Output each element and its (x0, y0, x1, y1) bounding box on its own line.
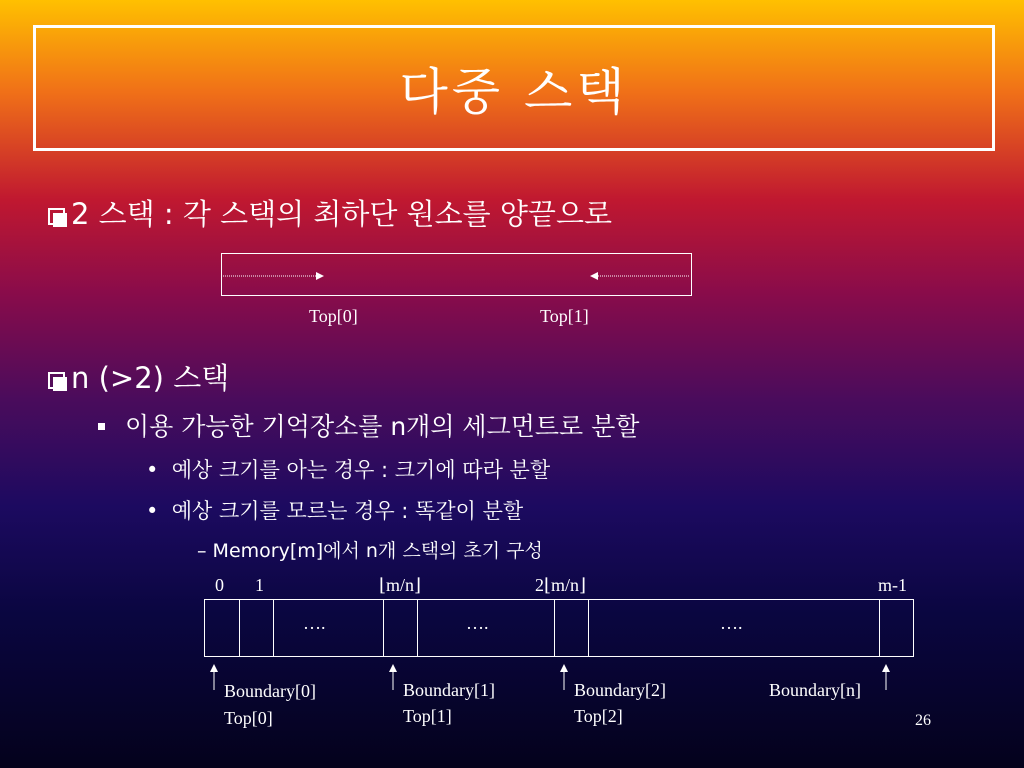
dash-bullet-icon: – (197, 540, 207, 562)
dot-bullet-icon: • (146, 458, 159, 482)
top0-label: Top[0] (309, 306, 358, 326)
section1-heading: 2 스택 : 각 스택의 최하단 원소를 양끝으로 (71, 197, 612, 231)
index-label-m-over-n: ⌊m/n⌋ (379, 575, 422, 595)
index-label-1: 1 (255, 575, 264, 595)
section2-heading: n (>2) 스택 (71, 361, 230, 395)
top-0-label: Top[0] (224, 708, 273, 728)
segment-ellipsis: …. (466, 613, 489, 633)
sub-bullet-1: 이용 가능한 기억장소를 n개의 세그먼트로 분할 (125, 412, 640, 441)
sub-bullet-1-1: 예상 크기를 아는 경우 : 크기에 따라 분할 (171, 458, 551, 482)
boundary-1-label: Boundary[1] (403, 680, 495, 700)
segment-ellipsis: …. (303, 613, 326, 633)
page-number: 26 (915, 712, 931, 729)
boundary-arrowhead-1 (389, 664, 397, 672)
index-label-m-1: m-1 (878, 575, 907, 595)
boundary-arrowhead-2 (560, 664, 568, 672)
sub-bullet-1-2-1: Memory[m]에서 n개 스택의 초기 구성 (212, 540, 543, 562)
boundary-0-label: Boundary[0] (224, 681, 316, 701)
sub-bullet-1-2: 예상 크기를 모르는 경우 : 똑같이 분할 (171, 499, 524, 523)
top-1-label: Top[1] (403, 706, 452, 726)
boundary-arrowhead-n (882, 664, 890, 672)
boundary-arrowhead-0 (210, 664, 218, 672)
boundary-2-label: Boundary[2] (574, 680, 666, 700)
boundary-n-label: Boundary[n] (769, 680, 861, 700)
top1-label: Top[1] (540, 306, 589, 326)
top-2-label: Top[2] (574, 706, 623, 726)
index-label-2m-over-n: 2⌊m/n⌋ (535, 575, 587, 595)
dot-bullet-icon: • (146, 499, 159, 523)
slide-title: 다중 스택 (399, 63, 629, 121)
index-label-0: 0 (215, 575, 224, 595)
segment-ellipsis: …. (720, 613, 743, 633)
